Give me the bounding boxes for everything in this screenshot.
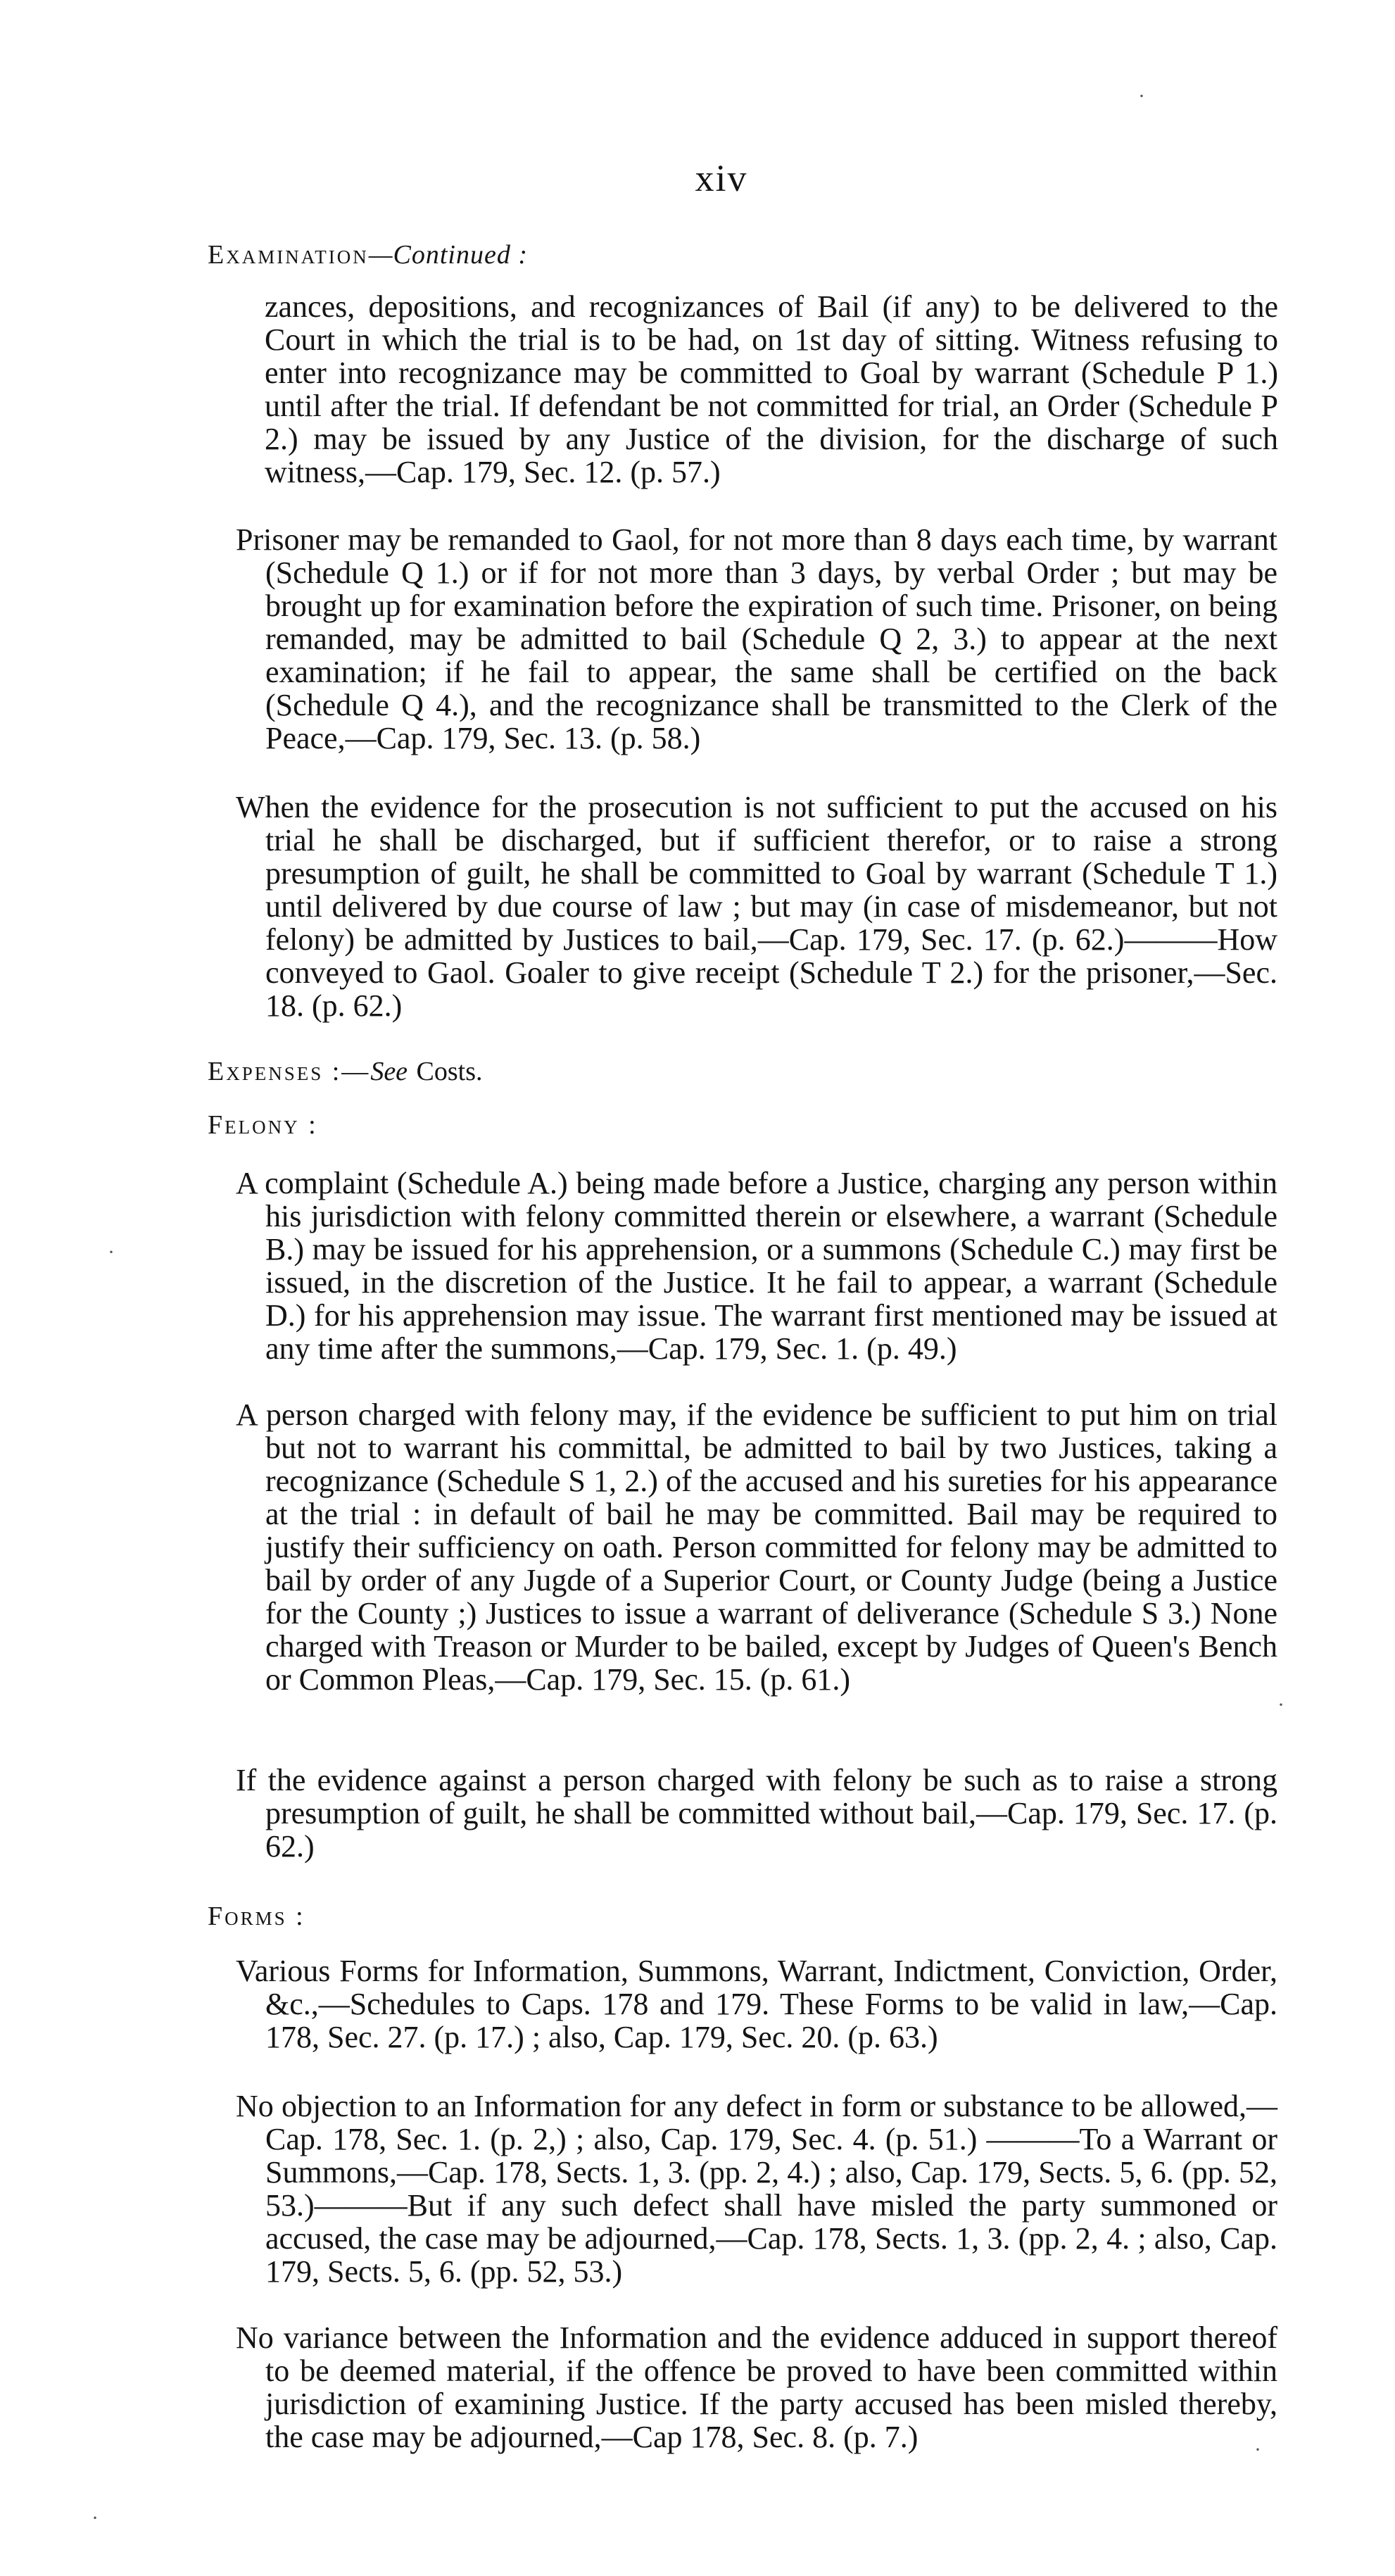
expenses-heading (208, 1056, 483, 1087)
see-label: See (370, 1057, 408, 1086)
continued-label: —Continued : (368, 240, 528, 270)
felony-paragraph-1: A complaint (Schedule A.) being made before a Justice, charging any person within his jurisdiction with felony committed therein or elsewhere, a warrant (Schedule B.) may be issued for his apprehension, or a summons (Schedule C.) may first be issued, in the discretion of the Justice. It he fail to appear, a warrant (Schedule D.) for his apprehension may issue. The warrant first mentioned may be issued at any time after the summons,—Cap. 179, Sec. 1. (p. 49.) (236, 1166, 1277, 1366)
page-number: xiv (695, 157, 748, 199)
expenses-heading-label: Expenses :— (208, 1057, 371, 1086)
examination-heading (208, 239, 528, 270)
examination-paragraph-2: Prisoner may be remanded to Gaol, for not more than 8 days each time, by warrant (Schedule Q 1.) or if for not more than 3 days, by verbal Order ; but may be brought up for examination before the expiration of such time. Prisoner, on being remanded, may be admitted to bail (Schedule Q 2, 3.) to appear at the next examination; if he fail to appear, the same shall be certified on the back (Schedule Q 4.), and the recognizance shall be transmitted to the Clerk of the Peace,—Cap. 179, Sec. 13. (p. 58.) (236, 522, 1277, 755)
forms-paragraph-1: Various Forms for Information, Summons, Warrant, Indictment, Conviction, Order, &c.,—Schedules to Caps. 178 and 179. These Forms to be valid in law,—Cap. 178, Sec. 27. (p. 17.) ; also, Cap. 179, Sec. 20. (p. 63.) (236, 1954, 1277, 2054)
forms-paragraph-2: No objection to an Information for any defect in form or substance to be allowed,—Cap. 178, Sec. 1. (p. 2,) ; also, Cap. 179, Sec. 4. (p. 51.) ———To a Warrant or Summons,—Cap. 178, Sects. 1, 3. (pp. 2, 4.) ; also, Cap. 179, Sects. 5, 6. (pp. 52, 53.)———But if any such defect shall have misled the party summoned or accused, the case may be adjourned,—Cap. 178, Sects. 1, 3. (pp. 2, 4. ; also, Cap. 179, Sects. 5, 6. (pp. 52, 53.) (236, 2089, 1277, 2289)
examination-paragraph-1: zances, depositions, and recognizances of Bail (if any) to be delivered to the Court in which the trial is to be had, on 1st day of sitting. Witness refusing to enter into recognizance may be committed to Goal by warrant (Schedule P 1.) until after the trial. If defendant be not committed for trial, an Order (Schedule P 2.) may be issued by any Justice of the division, for the discharge of such witness,—Cap. 179, Sec. 12. (p. 57.) (265, 289, 1278, 489)
examination-heading-label: Examination (208, 240, 369, 270)
speck-mark: · (91, 2506, 99, 2530)
forms-heading: Forms : (208, 1902, 305, 1931)
speck-mark: · (1138, 84, 1145, 108)
felony-paragraph-2: A person charged with felony may, if the evidence be sufficient to put him on trial but not to warrant his committal, be admitted to bail by two Justices, taking a recognizance (Schedule S 1, 2.) of the accused and his sureties for his appearance at the trial : in default of bail he may be committed. Bail may be required to justify their sufficiency on oath. Person committed for felony may be admitted to bail by order of any Jugde of a Superior Court, or County Judge (being a Justice for the County ;) Justices to issue a warrant of deliverance (Schedule S 3.) None charged with Treason or Murder to be bailed, except by Judges of Queen's Bench or Common Pleas,—Cap. 179, Sec. 15. (p. 61.) (236, 1397, 1277, 1697)
felony-heading: Felony : (208, 1110, 318, 1140)
see-target: Costs. (416, 1057, 483, 1086)
felony-paragraph-3: If the evidence against a person charged with felony be such as to raise a strong presumption of guilt, he shall be committed without bail,—Cap. 179, Sec. 17. (p. 62.) (236, 1763, 1277, 1864)
speck-mark: · (108, 1240, 115, 1264)
examination-paragraph-3: When the evidence for the prosecution is not sufficient to put the accused on his trial he shall be discharged, but if sufficient therefor, or to raise a strong presumption of guilt, he shall be committed to Goal by warrant (Schedule T 1.) until delivered by due course of law ; but may (in case of misdemeanor, but not felony) be admitted by Justices to bail,—Cap. 179, Sec. 17. (p. 62.)———How conveyed to Gaol. Goaler to give receipt (Schedule T 2.) for the prisoner,—Sec. 18. (p. 62.) (236, 790, 1277, 1023)
forms-paragraph-3: No variance between the Information and the evidence adduced in support thereof to be deemed material, if the offence be proved to have been committed within jurisdiction of examining Justice. If the party accused has been misled thereby, the case may be adjourned,—Cap 178, Sec. 8. (p. 7.) (236, 2320, 1277, 2454)
speck-mark: · (1254, 2438, 1261, 2461)
speck-mark: · (1277, 1693, 1284, 1716)
